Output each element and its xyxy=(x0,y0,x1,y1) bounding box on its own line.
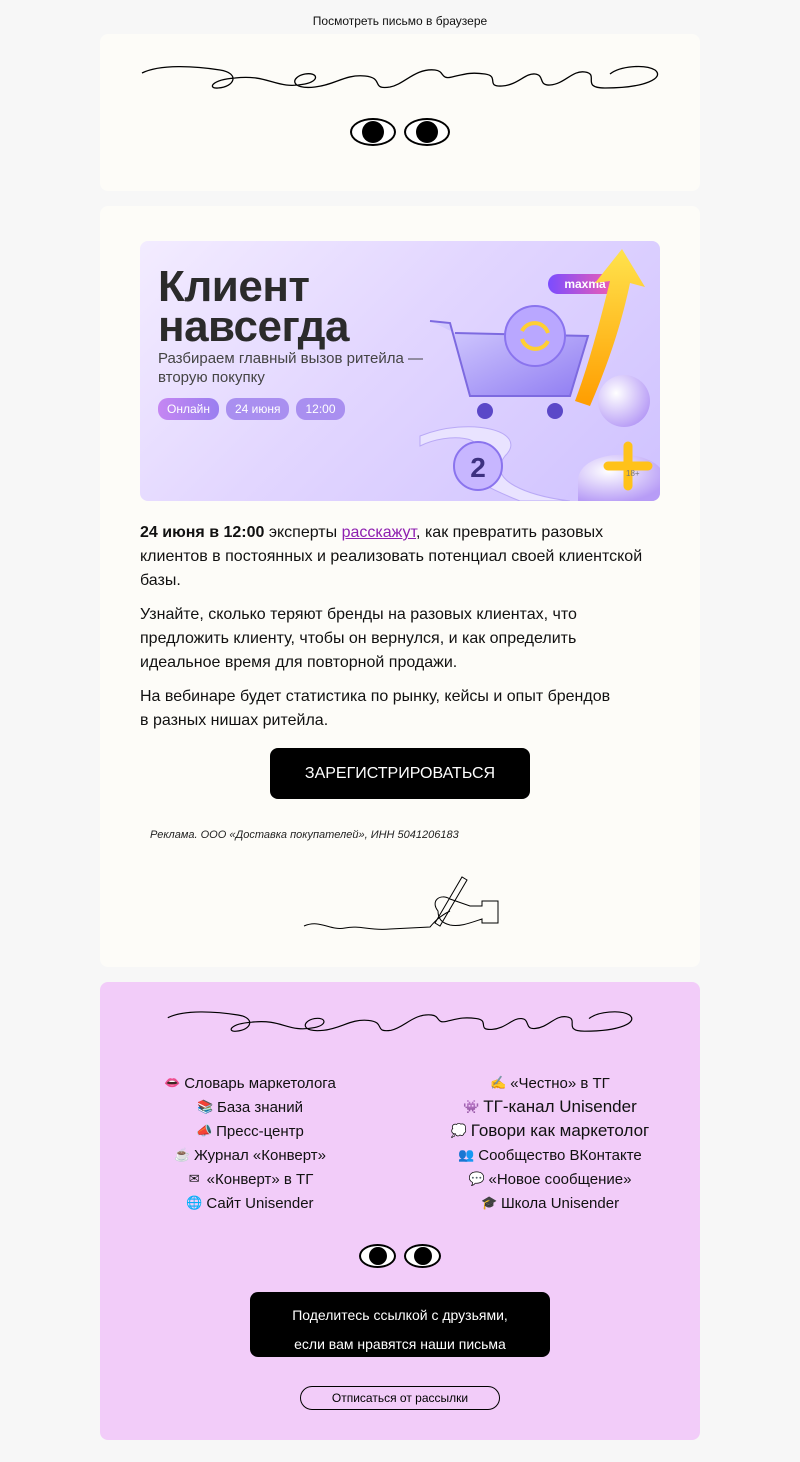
link-speak-like-marketer[interactable]: 💭 Говори как маркетолог xyxy=(450,1121,650,1140)
share-button[interactable]: Поделитесь ссылкой с друзьями, если вам нравятся наши письма xyxy=(250,1292,550,1357)
link-konvert-journal[interactable]: ☕ Журнал «Конверт» xyxy=(174,1146,326,1164)
eye-icon xyxy=(404,1244,441,1268)
link-new-message[interactable]: 💬 «Новое сообщение» xyxy=(468,1170,632,1188)
eye-icon xyxy=(350,118,396,146)
link-knowledge-base[interactable]: 📚 База знаний xyxy=(197,1098,303,1116)
link-press-center[interactable]: 📣 Пресс-центр xyxy=(196,1122,304,1140)
link-unisender-site[interactable]: 🌐 Сайт Unisender xyxy=(186,1194,314,1212)
coffee-icon: ☕ xyxy=(174,1147,191,1162)
chestno-logo xyxy=(140,1006,660,1042)
banner-title: Клиент навсегда xyxy=(158,262,349,351)
invader-icon: 👾 xyxy=(463,1099,480,1114)
link-vk-community[interactable]: 👥 Сообщество ВКонтакте xyxy=(458,1146,642,1164)
envelope-icon: ✉ xyxy=(188,1171,200,1186)
link-unisender-school[interactable]: 🎓 Школа Unisender xyxy=(480,1194,620,1212)
people-icon: 👥 xyxy=(458,1147,475,1162)
age-rating: 18+ xyxy=(626,469,640,478)
chestno-logo xyxy=(140,60,660,100)
megaphone-icon: 📣 xyxy=(196,1123,213,1138)
link-unisender-tg[interactable]: 👾 ТГ-канал Unisender xyxy=(463,1097,637,1116)
register-button[interactable]: ЗАРЕГИСТРИРОВАТЬСЯ xyxy=(270,748,530,799)
banner-pills xyxy=(158,398,345,420)
webinar-banner[interactable] xyxy=(140,241,660,501)
unsubscribe-button[interactable]: Отписаться от рассылки xyxy=(300,1386,500,1410)
paragraph-webinar: На вебинаре будет статистика по рынку, кейсы и опыт брендов в разных нишах ритейла. xyxy=(140,688,611,729)
pill-time: 12:00 xyxy=(296,398,344,420)
main-card xyxy=(100,206,700,967)
lips-icon: 👄 xyxy=(164,1075,181,1090)
view-in-browser-link[interactable]: Посмотреть письмо в браузере xyxy=(312,14,488,28)
speech-bubble-icon: 💭 xyxy=(450,1123,467,1138)
maxma-logo: maxma xyxy=(548,274,622,294)
eye-icon xyxy=(359,1244,396,1268)
tell-link[interactable]: расскажут xyxy=(341,524,417,541)
footer-card xyxy=(100,982,700,1440)
footer-links-left xyxy=(100,1071,400,1215)
link-marketing-dictionary[interactable]: 👄 Словарь маркетолога xyxy=(164,1074,336,1092)
books-icon: 📚 xyxy=(197,1099,214,1114)
link-konvert-tg[interactable]: ✉ «Конверт» в ТГ xyxy=(100,1167,400,1191)
paragraph-intro: 24 июня в 12:00 эксперты расскажут, как превратить разовых клиентов в постоянных и реализовать потенциал своей клиентской базы. xyxy=(140,524,643,589)
banner-subtitle: Разбираем главный вызов ритейла — вторую покупку xyxy=(158,350,424,386)
pill-date: 24 июня xyxy=(226,398,290,420)
eyes-mascot xyxy=(100,1244,700,1268)
header-card xyxy=(100,34,700,191)
shopping-cart-illustration xyxy=(410,241,660,501)
ad-disclaimer: Реклама. ООО «Доставка покупателей», ИНН 5041206183 xyxy=(150,829,459,841)
signature-hand-icon xyxy=(300,871,500,936)
paragraph-details: Узнайте, сколько теряют бренды на разовых клиентах, что предложить клиенту, чтобы он вернулся, и как определить идеальное время для повторной продажи. xyxy=(140,606,577,671)
eye-icon xyxy=(404,118,450,146)
globe-icon: 🌐 xyxy=(186,1195,203,1210)
footer-links-right xyxy=(400,1071,700,1215)
pen-icon: ✍ xyxy=(490,1075,507,1090)
pill-online: Онлайн xyxy=(158,398,219,420)
eyes-mascot xyxy=(100,118,700,146)
chat-icon: 💬 xyxy=(468,1171,485,1186)
link-chestno-tg[interactable]: ✍ «Честно» в ТГ xyxy=(490,1074,610,1092)
svg-text:2: 2 xyxy=(470,452,486,483)
graduation-cap-icon: 🎓 xyxy=(480,1195,498,1210)
